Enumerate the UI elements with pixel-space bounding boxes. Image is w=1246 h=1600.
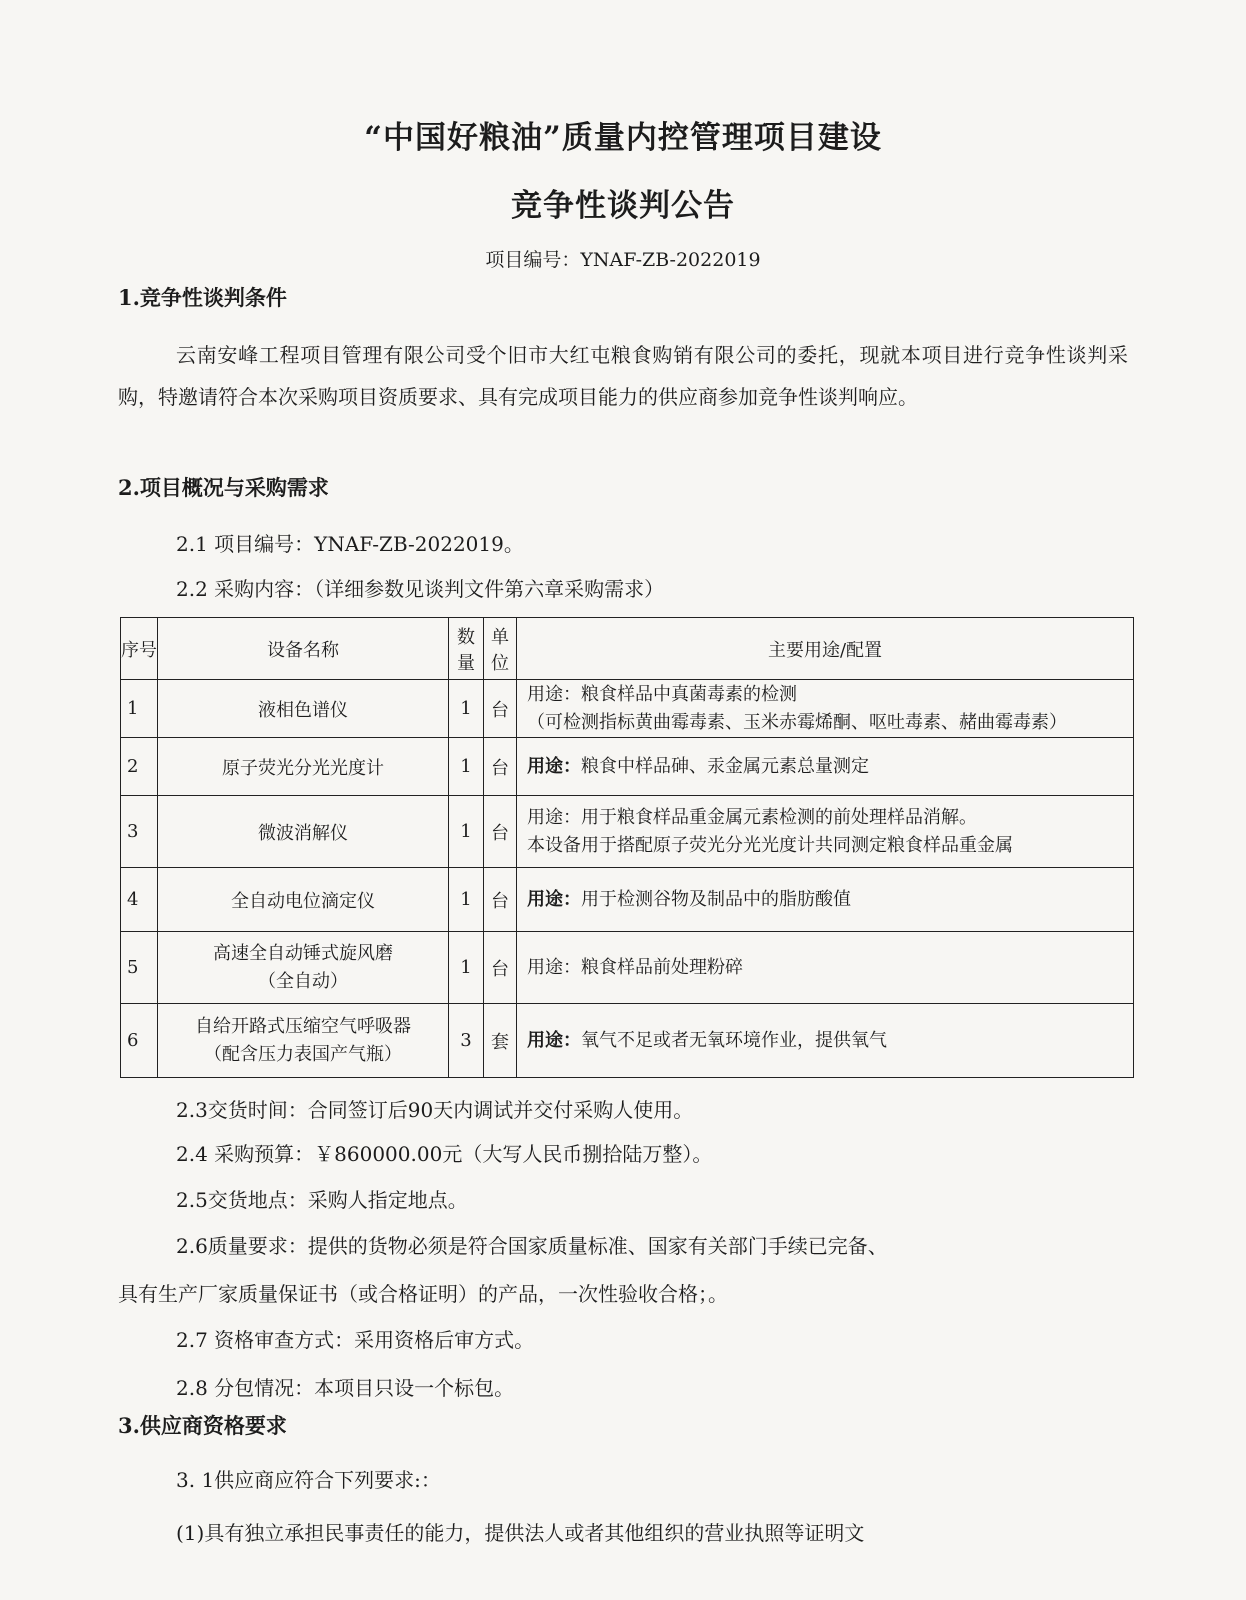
item-2-5: 2.5交货地点：采购人指定地点。 bbox=[176, 1188, 468, 1212]
use-extra: 本设备用于搭配原子荧光分光光度计共同测定粮食样品重金属 bbox=[527, 834, 1013, 856]
document-title-line1: “中国好粮油”质量内控管理项目建设 bbox=[364, 120, 882, 156]
row-name bbox=[158, 932, 449, 1004]
row-use bbox=[517, 680, 1134, 738]
row-unit: 台 bbox=[484, 738, 517, 796]
table-row bbox=[121, 796, 1134, 868]
row-no: 1 bbox=[121, 680, 158, 738]
procurement-table bbox=[120, 617, 1134, 1078]
use-label: 用途： bbox=[527, 806, 581, 828]
use-text: 粮食样品中真菌毒素的检测 bbox=[581, 683, 797, 705]
use-text: 用于粮食样品重金属元素检测的前处理样品消解。 bbox=[581, 806, 977, 828]
header-unit: 单位 bbox=[484, 618, 517, 680]
item-2-6-line1: 2.6质量要求：提供的货物必须是符合国家质量标准、国家有关部门手续已完备、 bbox=[176, 1234, 888, 1258]
section1-heading: 1.竞争性谈判条件 bbox=[118, 285, 287, 310]
row-no: 3 bbox=[121, 796, 158, 868]
item-3-1-1: (1)具有独立承担民事责任的能力，提供法人或者其他组织的营业执照等证明文 bbox=[176, 1521, 865, 1545]
table-row bbox=[121, 738, 1134, 796]
use-text: 氧气不足或者无氧环境作业，提供氧气 bbox=[581, 1029, 887, 1051]
section2-heading: 2.项目概况与采购需求 bbox=[118, 475, 329, 500]
table-header-row bbox=[121, 618, 1134, 680]
row-name: 全自动电位滴定仪 bbox=[158, 868, 449, 932]
row-name-line1: 高速全自动锤式旋风磨 bbox=[213, 942, 393, 964]
header-use: 主要用途/配置 bbox=[517, 618, 1134, 680]
row-unit: 台 bbox=[484, 868, 517, 932]
item-2-8: 2.8 分包情况：本项目只设一个标包。 bbox=[176, 1376, 515, 1400]
item-2-4: 2.4 采购预算：￥860000.00元（大写人民币捌拾陆万整）。 bbox=[176, 1142, 713, 1166]
table-row bbox=[121, 868, 1134, 932]
row-unit: 台 bbox=[484, 932, 517, 1004]
row-qty: 3 bbox=[449, 1004, 484, 1078]
item-2-7: 2.7 资格审查方式：采用资格后审方式。 bbox=[176, 1328, 535, 1352]
row-use bbox=[517, 1004, 1134, 1078]
row-name-line2: （配含压力表国产气瓶） bbox=[204, 1043, 402, 1065]
row-qty: 1 bbox=[449, 680, 484, 738]
row-unit: 台 bbox=[484, 680, 517, 738]
row-use bbox=[517, 738, 1134, 796]
row-use bbox=[517, 796, 1134, 868]
section3-heading: 3.供应商资格要求 bbox=[118, 1413, 287, 1438]
row-unit: 台 bbox=[484, 796, 517, 868]
use-label: 用途： bbox=[527, 683, 581, 705]
item-2-3: 2.3交货时间：合同签订后90天内调试并交付采购人使用。 bbox=[176, 1098, 694, 1122]
item-2-6-line2: 具有生产厂家质量保证书（或合格证明）的产品，一次性验收合格；。 bbox=[118, 1282, 728, 1306]
row-name: 液相色谱仪 bbox=[158, 680, 449, 738]
header-name: 设备名称 bbox=[158, 618, 449, 680]
row-use bbox=[517, 932, 1134, 1004]
item-2-2: 2.2 采购内容：（详细参数见谈判文件第六章采购需求） bbox=[176, 577, 665, 601]
row-no: 2 bbox=[121, 738, 158, 796]
use-text: 粮食中样品砷、汞金属元素总量测定 bbox=[581, 755, 869, 777]
row-no: 4 bbox=[121, 868, 158, 932]
table-row bbox=[121, 1004, 1134, 1078]
header-no: 序号 bbox=[121, 618, 158, 680]
row-qty: 1 bbox=[449, 868, 484, 932]
row-unit: 套 bbox=[484, 1004, 517, 1078]
use-text: 用于检测谷物及制品中的脂肪酸值 bbox=[581, 888, 851, 910]
row-use bbox=[517, 868, 1134, 932]
use-label: 用途： bbox=[527, 956, 581, 978]
row-qty: 1 bbox=[449, 932, 484, 1004]
use-label: 用途： bbox=[527, 1029, 581, 1051]
section1-paragraph: 云南安峰工程项目管理有限公司受个旧市大红屯粮食购销有限公司的委托，现就本项目进行竞争性谈判采购，特邀请符合本次采购项目资质要求、具有完成项目能力的供应商参加竞争性谈判响应。 bbox=[118, 343, 1128, 409]
row-no: 6 bbox=[121, 1004, 158, 1078]
row-no: 5 bbox=[121, 932, 158, 1004]
row-name-line1: 自给开路式压缩空气呼吸器 bbox=[195, 1015, 411, 1037]
document-title-line2: 竞争性谈判公告 bbox=[511, 188, 735, 224]
row-qty: 1 bbox=[449, 796, 484, 868]
use-label: 用途： bbox=[527, 755, 581, 777]
table-row bbox=[121, 932, 1134, 1004]
item-2-1: 2.1 项目编号：YNAF-ZB-2022019。 bbox=[176, 532, 524, 556]
project-number: 项目编号：YNAF-ZB-2022019 bbox=[485, 249, 761, 271]
row-name bbox=[158, 1004, 449, 1078]
header-qty: 数量 bbox=[449, 618, 484, 680]
item-3-1: 3. 1供应商应符合下列要求:： bbox=[176, 1468, 441, 1492]
row-qty: 1 bbox=[449, 738, 484, 796]
use-label: 用途： bbox=[527, 888, 581, 910]
row-name-line2: （全自动） bbox=[258, 970, 348, 992]
use-text: 粮食样品前处理粉碎 bbox=[581, 956, 743, 978]
row-name: 原子荧光分光光度计 bbox=[158, 738, 449, 796]
use-extra: （可检测指标黄曲霉毒素、玉米赤霉烯酮、呕吐毒素、赭曲霉毒素） bbox=[527, 711, 1067, 733]
row-name: 微波消解仪 bbox=[158, 796, 449, 868]
table-row bbox=[121, 680, 1134, 738]
